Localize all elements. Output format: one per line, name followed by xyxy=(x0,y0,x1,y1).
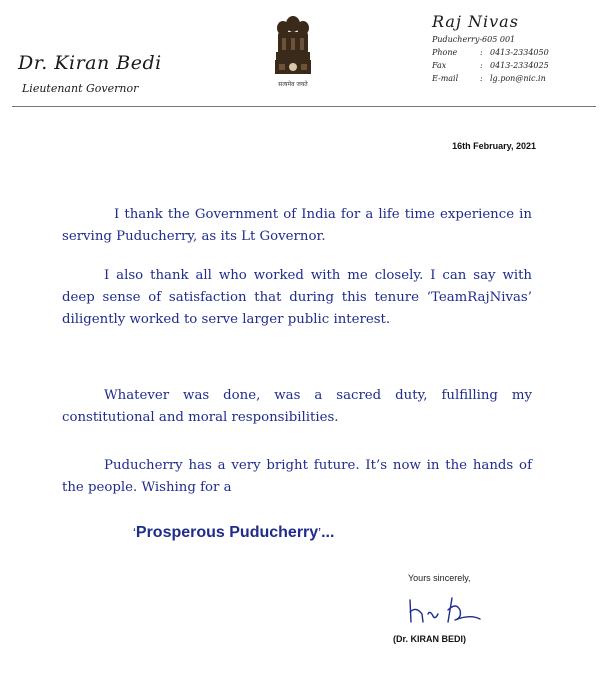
phone-label: Phone xyxy=(432,48,458,57)
paragraph-2: I also thank all who worked with me closely. I can say with deep sense of satisfaction that during this tenure ‘TeamRajNivas’ diligently worked to serve larger public interest. xyxy=(62,268,532,327)
paragraph-4: Puducherry has a very bright future. It’s now in the hands of the people. Wishing for a xyxy=(62,458,532,495)
sender-name: Dr. Kiran Bedi xyxy=(18,52,162,74)
closing-wish xyxy=(133,524,334,542)
paragraph-3: Whatever was done, was a sacred duty, fulfilling my constitutional and moral responsibilities. xyxy=(62,388,532,425)
letterhead-office xyxy=(432,12,549,83)
letter-date: 16th February, 2021 xyxy=(452,141,536,151)
sign-off: Yours sincerely, xyxy=(408,573,471,583)
office-name: Raj Nivas xyxy=(432,12,519,31)
fax-row: Fax : 0413-2334025 xyxy=(432,61,549,70)
signer-name: (Dr. KIRAN BEDI) xyxy=(393,634,467,644)
closing-open-quote: ‘ xyxy=(133,525,136,540)
closing-ellipsis: ... xyxy=(321,524,335,541)
phone-row: Phone : 0413-2334050 xyxy=(432,48,549,57)
email-label: E-mail xyxy=(432,74,459,83)
office-address: Puducherry-605 001 xyxy=(432,35,516,44)
letterhead-sender xyxy=(18,52,162,95)
sender-designation: Lieutenant Governor xyxy=(22,82,139,95)
email-row: E-mail : lg.pon@nic.in xyxy=(432,74,546,83)
emblem-motto: सत्यमेव जयते xyxy=(278,81,308,88)
phone-value: 0413-2334050 xyxy=(490,48,549,57)
fax-label: Fax xyxy=(432,61,447,70)
handwritten-signature xyxy=(400,592,495,632)
email-value: lg.pon@nic.in xyxy=(490,74,546,83)
letterhead-divider xyxy=(12,106,596,107)
fax-value: 0413-2334025 xyxy=(490,61,549,70)
closing-text: Prosperous Puducherry xyxy=(135,524,319,541)
paragraph-1: I thank the Government of India for a life time experience in serving Puducherry, as its Lt Governor. xyxy=(62,207,532,244)
closing-close-quote: ’ xyxy=(318,525,322,540)
